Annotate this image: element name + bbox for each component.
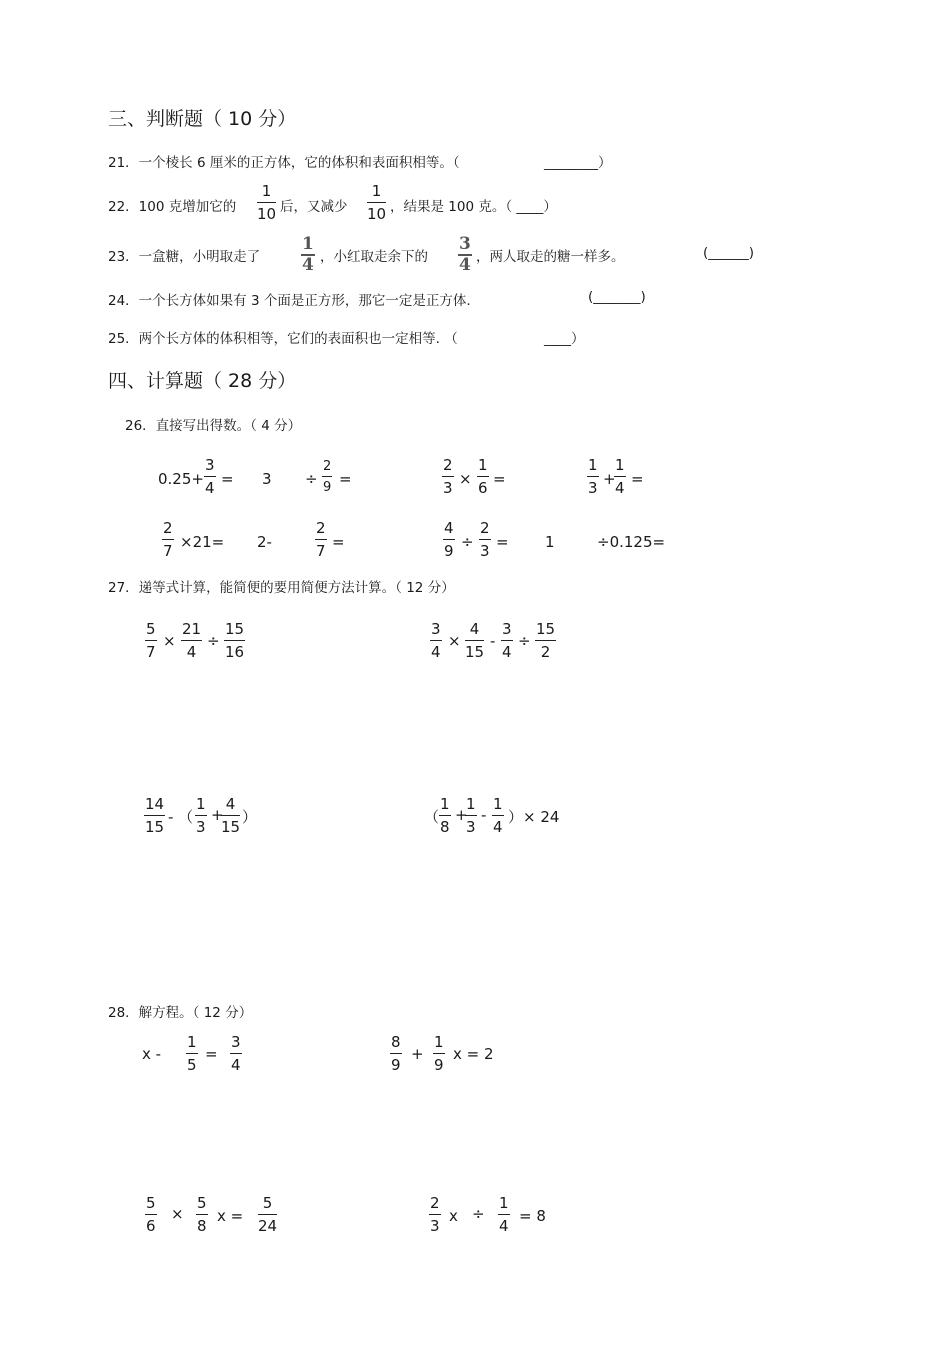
q23-text-b: ，小红取走余下的 [320,249,428,265]
q25-text: 25．两个长方体的体积相等，它们的表面积也一定相等. （ [108,331,458,347]
q21-blank: ________） [544,155,612,171]
q24-blank: (_______) [588,289,646,305]
q22-fraction-1: 1 10 [257,182,277,223]
q24-text: 24．一个长方体如果有 3 个面是正方形，那它一定是正方体. [108,293,471,309]
q22-text-b: 后，又减少 [280,199,348,215]
q23-fraction-2: 3 4 [459,234,471,275]
q28-title: 28．解方程。（ 12 分） [108,1005,253,1021]
q26-title: 26．直接写出得数。（ 4 分） [125,418,302,434]
q22-text-a: 22．100 克增加它的 [108,199,237,215]
q23-fraction-1: 1 4 [302,234,314,275]
section3-title: 三、判断题（ 10 分） [108,108,297,130]
q23-text-a: 23．一盒糖，小明取走了 [108,249,261,265]
section4-title: 四、计算题（ 28 分） [108,370,297,392]
q27-title: 27．递等式计算，能简便的要用简便方法计算。（ 12 分） [108,580,455,596]
q23-blank: (______) [703,245,755,261]
q22-fraction-2: 1 10 [367,182,387,223]
q25-blank: ____） [544,331,585,347]
q23-text-c: ，两人取走的糖一样多。 [476,249,625,265]
q22-text-c: ，结果是 100 克。（ ____） [390,199,557,215]
q21-text: 21．一个棱长 6 厘米的正方体，它的体积和表面积相等。（ [108,155,460,171]
